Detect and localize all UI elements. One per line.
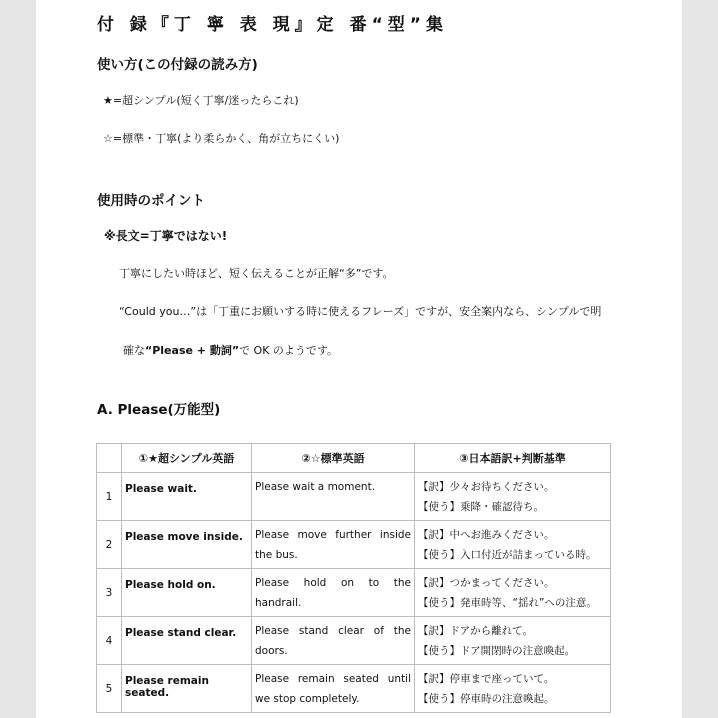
simple-english: Please move inside. — [122, 521, 252, 569]
header-simple: ①★超シンプル英語 — [122, 444, 252, 473]
points-heading: 使用時のポイント — [97, 193, 205, 209]
table-row — [97, 473, 611, 521]
usage-item-open-star: ☆=標準・丁寧(より柔らかく、角が立ちにくい) — [103, 132, 340, 145]
simple-english: Please hold on. — [122, 569, 252, 617]
japanese-cell — [415, 473, 611, 521]
simple-english: Please stand clear. — [122, 617, 252, 665]
points-paragraph-3 — [123, 342, 338, 358]
header-japanese: ③日本語訳+判断基準 — [415, 444, 611, 473]
simple-english: Please wait. — [122, 473, 252, 521]
table-row — [97, 617, 611, 665]
points-paragraph-2: “Could you…”は「丁重にお願いする時に使えるフレーズ」ですが、安全案内なら、シンプルで明 — [119, 305, 602, 318]
row-number: 3 — [97, 569, 122, 617]
usage-criteria: 【使う】乗降・確認待ち。 — [418, 501, 544, 513]
page-title: 付 録『丁 寧 表 現』定 番“型”集 — [97, 15, 448, 35]
japanese-cell — [415, 521, 611, 569]
standard-english: Please move further inside the bus. — [252, 521, 415, 569]
standard-english: Please wait a moment. — [252, 473, 415, 521]
phrase-table — [96, 443, 611, 713]
japanese-translation: 【訳】ドアから離れて。 — [418, 625, 533, 637]
table-row — [97, 521, 611, 569]
japanese-cell — [415, 665, 611, 713]
points-p3-prefix: 確な — [123, 344, 145, 357]
usage-criteria: 【使う】入口付近が詰まっている時。 — [418, 549, 597, 561]
table-row — [97, 665, 611, 713]
usage-criteria: 【使う】停車時の注意喚起。 — [418, 693, 555, 705]
document-page — [36, 0, 682, 718]
points-p3-suffix: で OK のようです。 — [239, 344, 339, 357]
japanese-translation: 【訳】中へお進みください。 — [418, 529, 555, 541]
usage-criteria: 【使う】発車時等、“揺れ”への注意。 — [418, 597, 597, 609]
points-p3-bold: “Please + 動詞” — [145, 344, 240, 357]
table-header-row — [97, 444, 611, 473]
row-number: 1 — [97, 473, 122, 521]
header-standard: ②☆標準英語 — [252, 444, 415, 473]
usage-criteria: 【使う】ドア開閉時の注意喚起。 — [418, 645, 576, 657]
row-number: 4 — [97, 617, 122, 665]
points-paragraph-1: 丁寧にしたい時ほど、短く伝えることが正解“多”です。 — [119, 267, 394, 280]
japanese-cell — [415, 569, 611, 617]
japanese-translation: 【訳】停車まで座っていて。 — [418, 673, 555, 685]
standard-english: Please stand clear of the doors. — [252, 617, 415, 665]
section-a-heading: A. Please(万能型) — [97, 402, 221, 418]
japanese-translation: 【訳】つかまってください。 — [418, 577, 555, 589]
row-number: 2 — [97, 521, 122, 569]
japanese-cell — [415, 617, 611, 665]
table-row — [97, 569, 611, 617]
standard-english: Please remain seated until we stop completely. — [252, 665, 415, 713]
japanese-translation: 【訳】少々お待ちください。 — [418, 481, 555, 493]
header-num — [97, 444, 122, 473]
standard-english: Please hold on to the handrail. — [252, 569, 415, 617]
usage-heading: 使い方(この付録の読み方) — [97, 57, 258, 73]
points-note: ※長文=丁寧ではない! — [104, 229, 228, 243]
row-number: 5 — [97, 665, 122, 713]
simple-english: Please remain seated. — [122, 665, 252, 713]
usage-item-star: ★=超シンプル(短く丁寧/迷ったらこれ) — [103, 94, 299, 107]
